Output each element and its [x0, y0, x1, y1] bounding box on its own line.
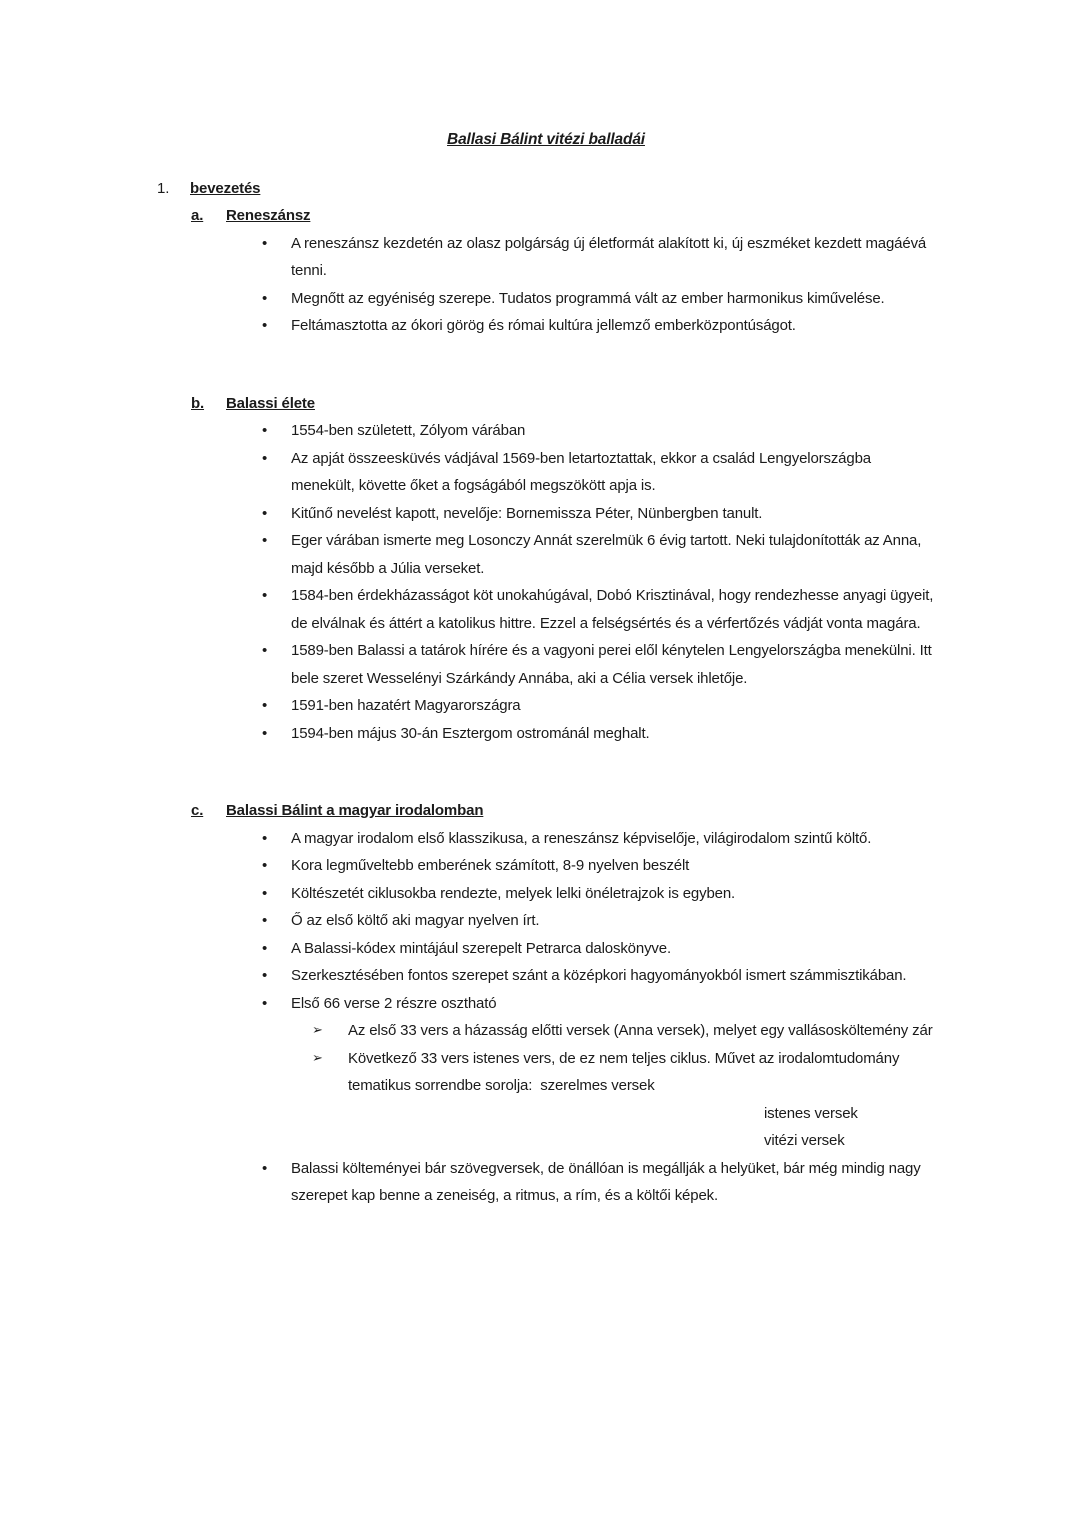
bullet-icon: •	[262, 317, 268, 334]
list-item-text: 1554-ben született, Zólyom várában	[291, 422, 526, 439]
bullet-icon: •	[262, 724, 268, 742]
list-item	[262, 527, 935, 582]
sub-list-item-text: Következő 33 vers istenes vers, de ez nem teljes ciklus. Művet az irodalomtudomány tematikus sorrendbe sorolja: szerelmes versek	[348, 1049, 904, 1094]
bullet-icon: •	[262, 939, 268, 957]
list-item	[262, 312, 935, 340]
bullet-icon: •	[262, 532, 268, 549]
list-item	[262, 637, 935, 692]
bullet-icon: •	[262, 994, 268, 1012]
section-heading-row-c	[191, 797, 935, 825]
list-item	[262, 935, 935, 963]
bullet-icon: •	[262, 289, 268, 307]
bullet-icon: •	[262, 642, 268, 659]
bullet-icon: •	[262, 1159, 268, 1177]
section-marker: c.	[191, 802, 204, 819]
section-heading: Reneszánsz	[226, 207, 311, 224]
bullet-icon: •	[262, 234, 268, 252]
page-title: Ballasi Bálint vitézi balladái	[447, 131, 645, 148]
category-line: istenes versek	[764, 1104, 858, 1122]
section-heading-row-b	[191, 390, 935, 418]
list-item	[262, 962, 935, 990]
bullet-icon: •	[262, 422, 268, 439]
section-heading: Balassi Bálint a magyar irodalomban	[226, 802, 484, 819]
arrow-bullet-icon: ➢	[312, 1023, 323, 1038]
list-item-text: Kitűnő nevelést kapott, nevelője: Bornemissza Péter, Nünbergben tanult.	[291, 504, 763, 522]
list-item-text: 1584-ben érdekházasságot köt unokahúgával, Dobó Krisztinával, hogy rendezhesse anyagi ügyeit, de elválnak és áttért a katolikus hittre. Ezzel a felségsértés és a vérfertőzés vádját vonta magára.	[291, 587, 938, 632]
list-item-text: Eger várában ismerte meg Losonczy Annát szerelmük 6 évig tartott. Neki tulajdonították az Anna, majd később a Júlia verseket.	[291, 532, 926, 577]
bullet-icon: •	[262, 449, 268, 467]
list-item	[262, 445, 935, 500]
list-item-text: Költészetét ciklusokba rendezte, melyek lelki önéletrajzok is egyben.	[291, 884, 736, 902]
list-item-text: A magyar irodalom első klasszikusa, a reneszánsz képviselője, világirodalom szintű költő.	[291, 829, 872, 847]
list-item	[262, 990, 935, 1018]
list-item-text: Ő az első költő aki magyar nyelven írt.	[291, 912, 540, 929]
list-item-text: 1594-ben május 30-án Esztergom ostrománál meghalt.	[291, 724, 650, 742]
list-item-text: Szerkesztésében fontos szerepet szánt a középkori hagyományokból ismert számmisztikában.	[291, 967, 907, 984]
list-item	[262, 500, 935, 528]
sub-list-item	[312, 1017, 935, 1045]
arrow-bullet-icon: ➢	[312, 1050, 323, 1066]
bullet-icon: •	[262, 587, 268, 604]
list-item-text: 1591-ben hazatért Magyarországra	[291, 697, 521, 714]
numbered-list-item	[157, 175, 935, 203]
list-heading: bevezetés	[190, 179, 261, 197]
list-item-text: Első 66 verse 2 részre osztható	[291, 994, 497, 1012]
list-item	[262, 285, 935, 313]
list-item	[262, 230, 935, 285]
section-marker: b.	[191, 394, 205, 412]
list-item	[262, 417, 935, 445]
bullet-icon: •	[262, 504, 268, 522]
sub-list-item	[312, 1045, 935, 1100]
bullet-icon: •	[262, 912, 268, 929]
bullet-icon: •	[262, 697, 268, 714]
category-line: vitézi versek	[764, 1132, 845, 1149]
list-item-text: Kora legműveltebb emberének számított, 8-9 nyelven beszélt	[291, 857, 690, 874]
bullet-icon: •	[262, 967, 268, 984]
list-item-text: A Balassi-kódex mintájául szerepelt Petrarca daloskönyve.	[291, 939, 671, 957]
list-item	[262, 692, 935, 720]
list-item	[262, 825, 935, 853]
list-item-text: Megnőtt az egyéniség szerepe. Tudatos programmá vált az ember harmonikus kiművelése.	[291, 289, 885, 307]
bullet-icon: •	[262, 884, 268, 902]
section-heading: Balassi élete	[226, 394, 315, 412]
section-heading-row-a	[191, 202, 935, 230]
bullet-icon: •	[262, 829, 268, 847]
list-item-text: A reneszánsz kezdetén az olasz polgárság új életformát alakított ki, új eszméket kezdett magáévá tenni.	[291, 234, 931, 279]
sub-list-item-text: Az első 33 vers a házasság előtti versek (Anna versek), melyet egy vallásosköltemény zár	[348, 1022, 933, 1039]
list-item-text: Feltámasztotta az ókori görög és római kultúra jellemző emberközpontúságot.	[291, 317, 796, 334]
list-item	[262, 880, 935, 908]
bullet-icon: •	[262, 857, 268, 874]
list-item	[262, 852, 935, 880]
list-item-text: 1589-ben Balassi a tatárok hírére és a vagyoni perei elől kénytelen Lengyelországba menekülni. Itt bele szeret Wesselényi Szárkándy Annába, aki a Célia versek ihletője.	[291, 642, 936, 687]
list-item	[262, 720, 935, 748]
list-item	[262, 582, 938, 637]
list-item-text: Balassi költeményei bár szövegversek, de önállóan is megállják a helyüket, bár még mindig nagy szerepet kap benne a zeneiség, a ritmus, a rím, és a költői képek.	[291, 1159, 925, 1204]
list-item	[262, 907, 935, 935]
section-marker: a.	[191, 207, 204, 224]
list-item-text: Az apját összeesküvés vádjával 1569-ben letartoztattak, ekkor a család Lengyelországba menekült, követte őket a fogságából megszökött apja is.	[291, 449, 875, 494]
list-number: 1.	[157, 179, 170, 197]
list-item	[262, 1155, 935, 1210]
